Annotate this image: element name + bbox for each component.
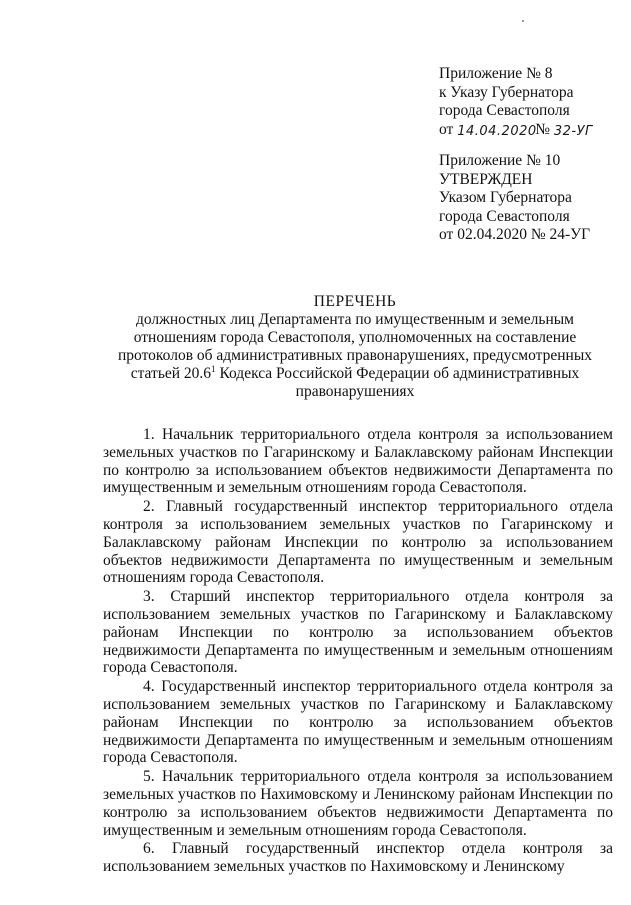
list-item-3: 3. Старший инспектор территориального отдела контроля за использованием земельных участков по Гагаринскому и Балаклавскому районам Инспекции по контролю за использованием объектов недвижимости Департамента по имущественным и земельным отношениям города Севастополя. (103, 588, 613, 677)
list-item-4: 4. Государственный инспектор территориального отдела контроля за использованием земельных участков по Гагаринскому и Балаклавскому районам Инспекции по контролю за использованием объектов недвижимости Департамента по имущественным и земельным отношениям города Севастополя. (103, 678, 613, 767)
officials-list (103, 426, 613, 877)
appendix-10-approved: УТВЕРЖДЕН (439, 170, 533, 188)
appendix-8-title: Приложение № 8 (439, 65, 553, 82)
list-item-5: 5. Начальник территориального отдела контроля за использованием земельных участков по Нахимовскому и Ленинскому районам Инспекции по контролю за использованием объектов недвижимости Департамента по имущественным и земельным отношениям города Севастополя. (103, 768, 613, 839)
list-item-2: 2. Главный государственный инспектор территориального отдела контроля за использованием земельных участков по Гагаринскому и Балаклавскому районам Инспекции по контролю за использованием объектов недвижимости Департамента по имущественным и земельным отношениям города Севастополя. (103, 498, 613, 587)
appendix-10-decree-ref: Указом Губернатора (439, 189, 572, 206)
title-superscript: 1 (211, 363, 216, 374)
appendix-10-title: Приложение № 10 (439, 152, 561, 169)
appendix-8-city: города Севастополя (439, 102, 570, 119)
title-line-3: протоколов об административных правонарушениях, предусмотренных (118, 347, 592, 364)
scan-dot (522, 20, 524, 22)
handwritten-date: 14.04.2020 (457, 123, 537, 139)
appendix-10-date: от 02.04.2020 № 24-УГ (439, 226, 591, 243)
appendix-10-header (439, 152, 629, 245)
document-title-block (95, 293, 615, 401)
title-line-5: правонарушениях (295, 383, 415, 400)
appendix-8-number-sign: № (535, 120, 550, 138)
title-line-1: должностных лиц Департамента по имущественным и земельным (135, 311, 574, 328)
appendix-8-from-prefix: от (439, 120, 454, 138)
title-line-4-a: статьей 20.6 (130, 365, 212, 382)
appendix-8-header (439, 65, 629, 140)
list-item-1: 1. Начальник территориального отдела контроля за использованием земельных участков по Гагаринскому и Балаклавскому районам Инспекции по контролю за использованием объектов недвижимости Департамента по имущественным и земельным отношениям города Севастополя. (103, 426, 613, 497)
appendix-8-date-line (439, 121, 629, 141)
list-item-6: 6. Главный государственный инспектор отдела контроля за использованием земельных участков по Нахимовскому и Ленинскому (103, 840, 613, 876)
appendix-10-city: города Севастополя (439, 207, 570, 225)
appendix-8-decree-ref: к Указу Губернатора (439, 83, 574, 101)
handwritten-number: 32-УГ (553, 123, 593, 139)
title-line-4-b: Кодекса Российской Федерации об административных (215, 365, 580, 382)
title-line-2: отношениям города Севастополя, уполномоченных на составление (133, 329, 577, 346)
document-heading: ПЕРЕЧЕНЬ (313, 293, 397, 310)
title-line-4 (95, 365, 615, 383)
